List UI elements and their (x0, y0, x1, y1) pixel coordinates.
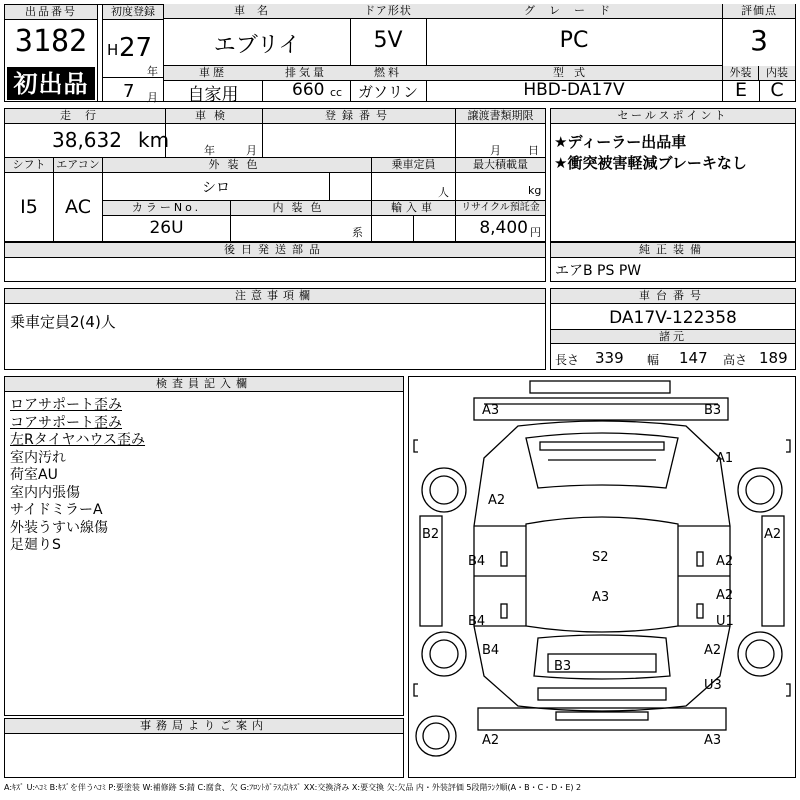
history-cell (164, 66, 262, 105)
shift-value: I5 (20, 196, 38, 218)
door-value: 5V (373, 28, 403, 53)
score-value: 3 (750, 24, 768, 57)
model-value: HBD-DA17V (523, 80, 625, 100)
dims-label: 諸元 (551, 329, 795, 344)
mileage-value: 38,632 (52, 128, 122, 152)
mark-right-side: A2 (764, 527, 782, 542)
mark-rear-door-right-upper: A2 (716, 588, 734, 603)
grade-label: グレード (426, 4, 722, 19)
dims-hgt: 189 (759, 349, 788, 367)
inspector-lines (10, 397, 390, 555)
later-parts-label: 後日発送部品 (5, 243, 545, 258)
later-parts-box (4, 242, 546, 282)
load-label: 最大積載量 (456, 158, 545, 173)
recycle-unit: 円 (530, 226, 541, 239)
color-value: シロ (202, 180, 230, 196)
sales-points-label: セールスポイント (551, 109, 795, 124)
mark-rear-bumper-left: A2 (482, 733, 500, 748)
inspector-line: 外装うすい線傷 (10, 519, 108, 536)
grade-cell (426, 4, 722, 66)
displacement-value: 660 (292, 80, 325, 100)
mark-r-fender-left: B4 (482, 643, 500, 658)
color-label: 外装色 (103, 158, 371, 173)
dims-hgt-label: 高さ (723, 353, 748, 367)
chassis-label: 車台番号 (551, 289, 795, 304)
inspector-line: 室内内張傷 (10, 484, 80, 501)
notes-label: 注意事項欄 (5, 289, 545, 304)
sales-points-box (550, 108, 796, 242)
era: H (107, 41, 119, 59)
score-label: 評価点 (723, 4, 795, 19)
capacity-unit: 人 (438, 186, 449, 199)
inspector-line: コアサポート歪み (10, 414, 122, 431)
dims-len-label: 長さ (555, 353, 580, 367)
reg-year-unit: 年 (147, 65, 158, 78)
score-cell (723, 4, 796, 66)
lot-number: 3182 (14, 24, 88, 59)
office-box (4, 718, 404, 778)
mark-front-left: A3 (482, 403, 500, 418)
shift-label: シフト (5, 158, 53, 173)
inspector-line: 室内汚れ (10, 449, 66, 466)
mark-rear-door-right-lower: U1 (716, 614, 734, 629)
mark-hood: A2 (488, 493, 506, 508)
plate-label: 登録番号 (263, 109, 455, 124)
ac-value: AC (65, 196, 91, 218)
mark-r-fender-right: A2 (704, 643, 722, 658)
load-unit: kg (528, 184, 542, 197)
door-cell (350, 4, 426, 66)
displacement-unit: cc (330, 86, 343, 99)
import-label: 輸入車 (372, 201, 455, 216)
mark-roof: S2 (592, 550, 609, 565)
history-value: 自家用 (187, 85, 239, 105)
dims-len: 339 (595, 349, 624, 367)
equipment-box (550, 242, 796, 282)
history-label: 車歴 (164, 66, 262, 81)
transfer-label: 譲渡書類期限 (456, 109, 545, 124)
dims-wid-label: 幅 (647, 353, 660, 367)
displacement-label: 排気量 (262, 66, 350, 81)
mileage-label: 走行 (5, 109, 165, 124)
mileage-unit: km (138, 128, 170, 152)
ac-label: エアコン (54, 158, 102, 173)
sales-point-1: ★ディーラー出品車 (554, 133, 687, 151)
damage-diagram (408, 376, 796, 778)
car-name-label: 車名 (164, 4, 350, 19)
inspector-line: 足廻りS (10, 537, 61, 553)
int-label: 内装 (759, 66, 795, 81)
car-name-cell (164, 4, 350, 66)
registration-cell (102, 4, 164, 102)
car-name: エブリイ (213, 33, 301, 58)
reg-label: 初度登録 (103, 5, 163, 20)
legend: A:ｷｽﾞ U:ﾍｺﾐ B:ｷｽﾞを伴うﾍｺﾐ P:要塗装 W:補修跡 S:錆 C:腐食、欠 G:ﾌﾛﾝﾄｶﾞﾗｽ点ｷｽﾞ XX:交換済み X:要交換 欠:欠品 内・外装評価 5段階ﾗﾝｸ順(A・B・C・D・E) 2 (4, 783, 582, 792)
recycle-label: リサイクル預託金 (456, 201, 545, 216)
recycle-value: 8,400 (479, 218, 528, 238)
fuel-value: ガソリン (357, 83, 418, 101)
first-listing-text: 初出品 (13, 70, 89, 98)
ext-int-cell (723, 66, 795, 102)
mark-center: A3 (592, 590, 610, 605)
ext-label: 外装 (723, 66, 759, 81)
transfer-month-unit: 月 (490, 144, 501, 157)
notes-box (4, 288, 546, 370)
mark-f-fender-right: A1 (716, 451, 734, 466)
equipment-label: 純正装備 (551, 243, 795, 258)
door-label: ドア形状 (350, 4, 426, 19)
reg-year: 27 (119, 33, 153, 63)
mark-rear-bumper-right: A3 (704, 733, 722, 748)
inspector-box (4, 376, 404, 716)
inspection-month-unit: 月 (246, 144, 257, 157)
mark-back-door: B3 (554, 659, 572, 674)
chassis-box (550, 288, 796, 370)
intcolor-unit: 系 (352, 226, 363, 239)
grade-value: PC (559, 28, 589, 53)
mark-left-side: B2 (422, 527, 440, 542)
model-label: 型式 (426, 66, 722, 81)
inspection-label: 車検 (166, 109, 262, 124)
dims-wid: 147 (679, 349, 708, 367)
inspector-line: サイドミラーA (10, 502, 103, 518)
chassis-value: DA17V-122358 (609, 308, 737, 328)
ext-value: E (734, 79, 747, 101)
reg-month: 7 (123, 81, 135, 102)
capacity-label: 乗車定員 (372, 158, 455, 173)
int-value: C (770, 79, 784, 101)
sales-point-2: ★衝突被害軽減ブレーキなし (554, 154, 747, 172)
inspector-line: 荷室AU (10, 467, 58, 483)
colorno-value: 26U (149, 218, 184, 238)
model-cell (426, 66, 722, 102)
colorno-label: カラーNo. (103, 201, 230, 216)
mark-front-door-left: B4 (468, 554, 486, 569)
notes-value: 乗車定員2(4)人 (10, 313, 116, 331)
mark-rear-right: U3 (704, 678, 722, 693)
office-label: 事務局よりご案内 (5, 719, 403, 734)
inspector-label: 検査員記入欄 (5, 377, 403, 392)
transfer-day-unit: 日 (528, 144, 539, 157)
inspector-line: ロアサポート歪み (10, 397, 122, 413)
mark-front-door-right: A2 (716, 554, 734, 569)
fuel-label: 燃料 (350, 66, 426, 81)
reg-month-unit: 月 (147, 91, 158, 104)
equipment-value: エアB PS PW (555, 263, 642, 279)
mark-rear-door-left: B4 (468, 614, 486, 629)
mark-front-right: B3 (704, 403, 722, 418)
displacement-cell (262, 66, 350, 102)
intcolor-label: 内装色 (231, 201, 371, 216)
inspection-year-unit: 年 (204, 144, 215, 157)
inspector-line: 左Rタイヤハウス歪み (10, 432, 146, 448)
lot-number-cell (4, 4, 98, 102)
lot-label: 出品番号 (5, 5, 97, 20)
fuel-cell (350, 66, 426, 102)
